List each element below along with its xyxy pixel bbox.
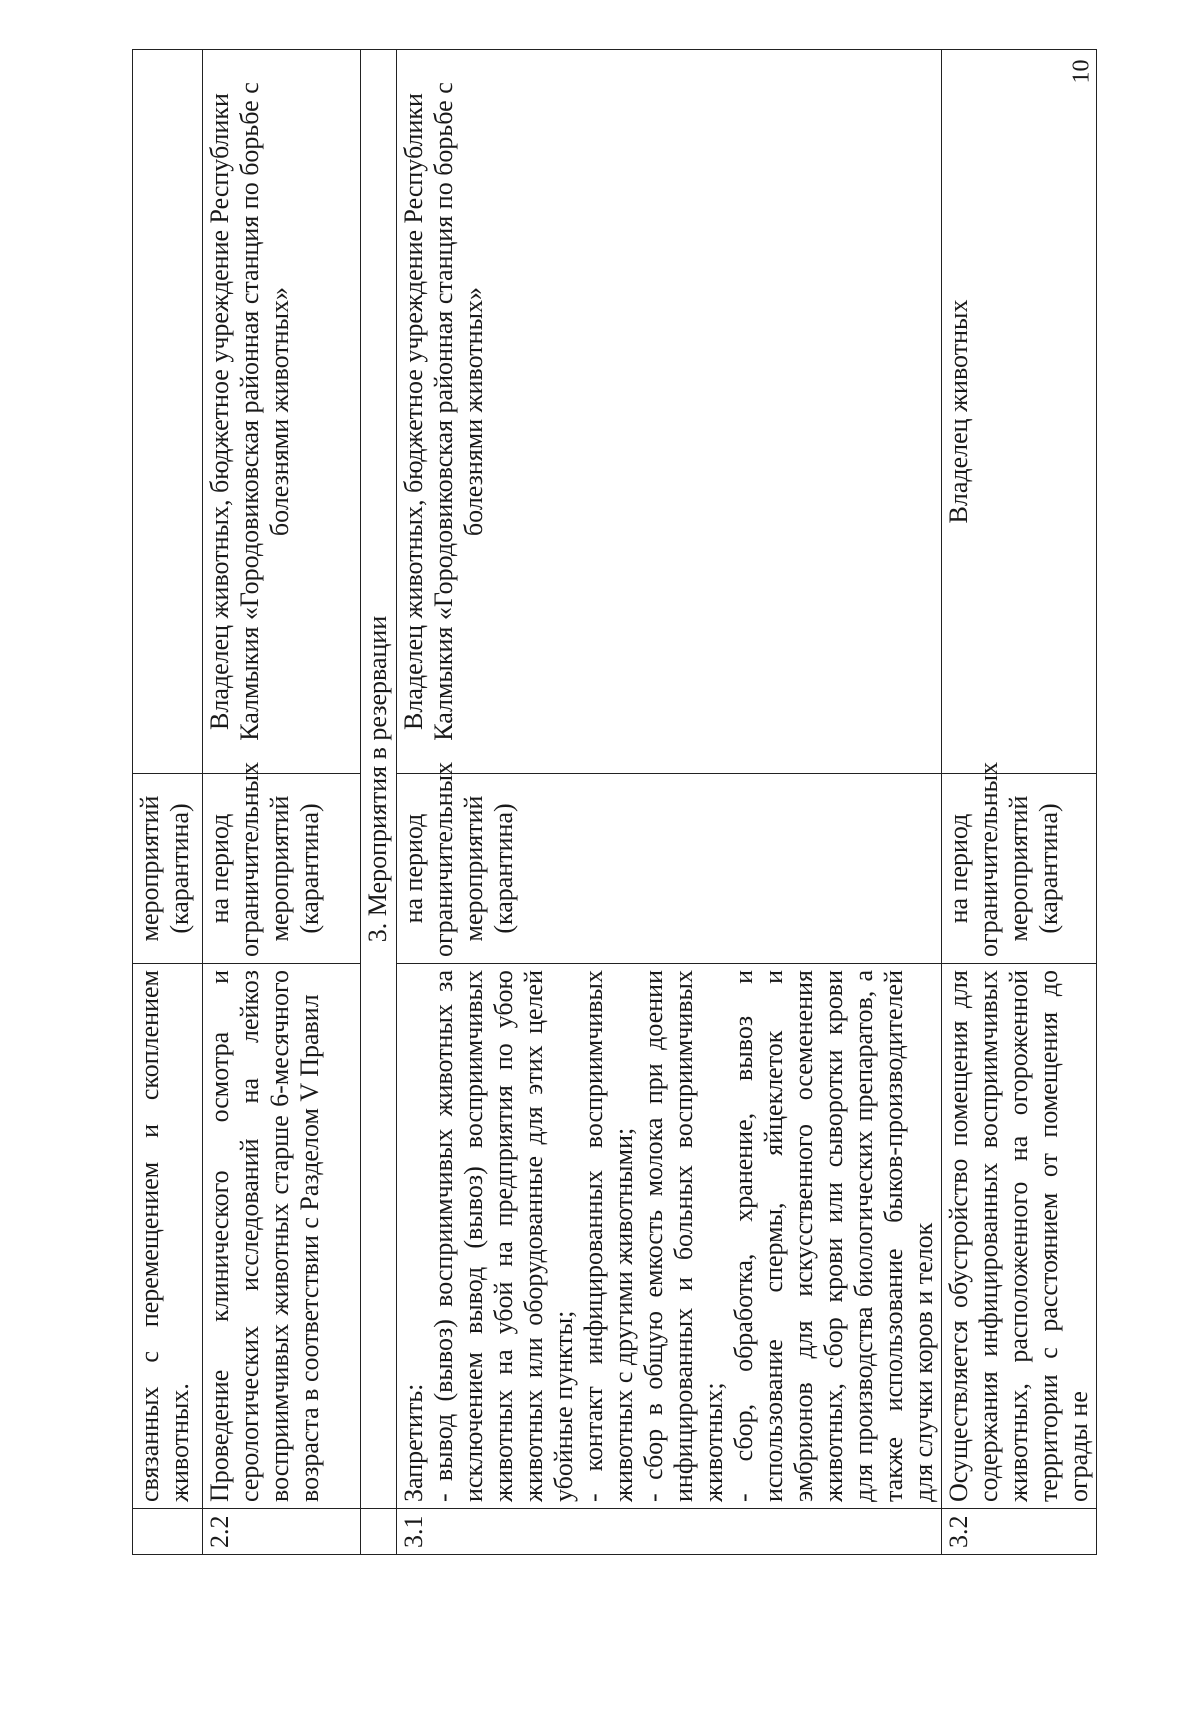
activity-text: Проведение клинического осмотра и серологических исследований на лейкоз восприимчивых животных старше 6-месячного возраста в соответствии с Разделом V Правил [205, 970, 324, 1502]
activity-line: - контакт инфицированных восприимчивых животных с другими животными; [579, 970, 638, 1502]
activity-line: - сбор, обработка, хранение, вывоз и использование спермы, яйцеклеток и эмбрионов для искусственного осеменения животных, сбор крови или сыворотки крови для производства биологических препаратов, а также использование быков-производителей для случки коров и телок [729, 970, 938, 1502]
table-row [203, 50, 361, 1555]
row-number-cell [203, 1509, 361, 1555]
row-number-cell [133, 1509, 203, 1555]
row-number-cell [361, 1509, 397, 1555]
responsible-cell [397, 50, 942, 774]
page-number: 10 [1068, 59, 1095, 84]
row-number-cell [397, 1509, 942, 1555]
continuation-term-text: мероприятий (карантина) [135, 795, 194, 942]
term-text: на период ограничительных мероприятий (карантина) [205, 761, 324, 957]
table-row [397, 50, 942, 1555]
section-title: 3. Мероприятия в резервации [363, 615, 392, 943]
responsible-cell [942, 50, 1097, 774]
responsible-cell [203, 50, 361, 774]
responsible-text: Владелец животных, бюджетное учреждение Республики Калмыкия «Городовиковская районная станция по борьбе с болезнями животных» [399, 82, 488, 741]
activity-cell [942, 964, 1097, 1509]
responsible-cell [133, 50, 203, 774]
section-title-cell [361, 50, 397, 1509]
continuation-activity-text: связанных с перемещением и скоплением животных. [135, 970, 194, 1502]
activity-text: Осуществляется обустройство помещения для содержания инфицированных восприимчивых животных, расположенного на огороженной территории с расстоянием от помещения до ограды не [944, 970, 1093, 1502]
term-text: на период ограничительных мероприятий (карантина) [399, 761, 518, 957]
term-cell [133, 774, 203, 964]
table-row [133, 50, 203, 1555]
term-cell [203, 761, 361, 964]
activity-cell [397, 964, 942, 1509]
responsible-text: Владелец животных, бюджетное учреждение Республики Калмыкия «Городовиковская районная станция по борьбе с болезнями животных» [205, 82, 294, 741]
activity-cell [133, 964, 203, 1509]
section-header-row [361, 50, 397, 1555]
term-cell [397, 761, 942, 964]
term-text: на период ограничительных мероприятий (карантина) [944, 761, 1063, 957]
activity-line: Запретить: [399, 1383, 428, 1502]
table-row [942, 50, 1097, 1555]
row-number: 3.1 [399, 1515, 428, 1548]
measures-table [132, 49, 1097, 1555]
row-number: 3.2 [944, 1515, 973, 1548]
term-cell [942, 761, 1097, 964]
activity-line: - вывод (вывоз) восприимчивых животных за исключением вывод (вывоз) восприимчивых животных на убой на предприятия по убою животных или оборудованные для этих целей убойные пункты; [429, 970, 578, 1502]
row-number: 2.2 [205, 1515, 234, 1548]
activity-cell [203, 964, 361, 1509]
activity-line: - сбор в общую емкость молока при доении инфицированных и больных восприимчивых животных; [639, 970, 728, 1502]
row-number-cell [942, 1509, 1097, 1555]
responsible-text: Владелец животных [944, 299, 973, 524]
